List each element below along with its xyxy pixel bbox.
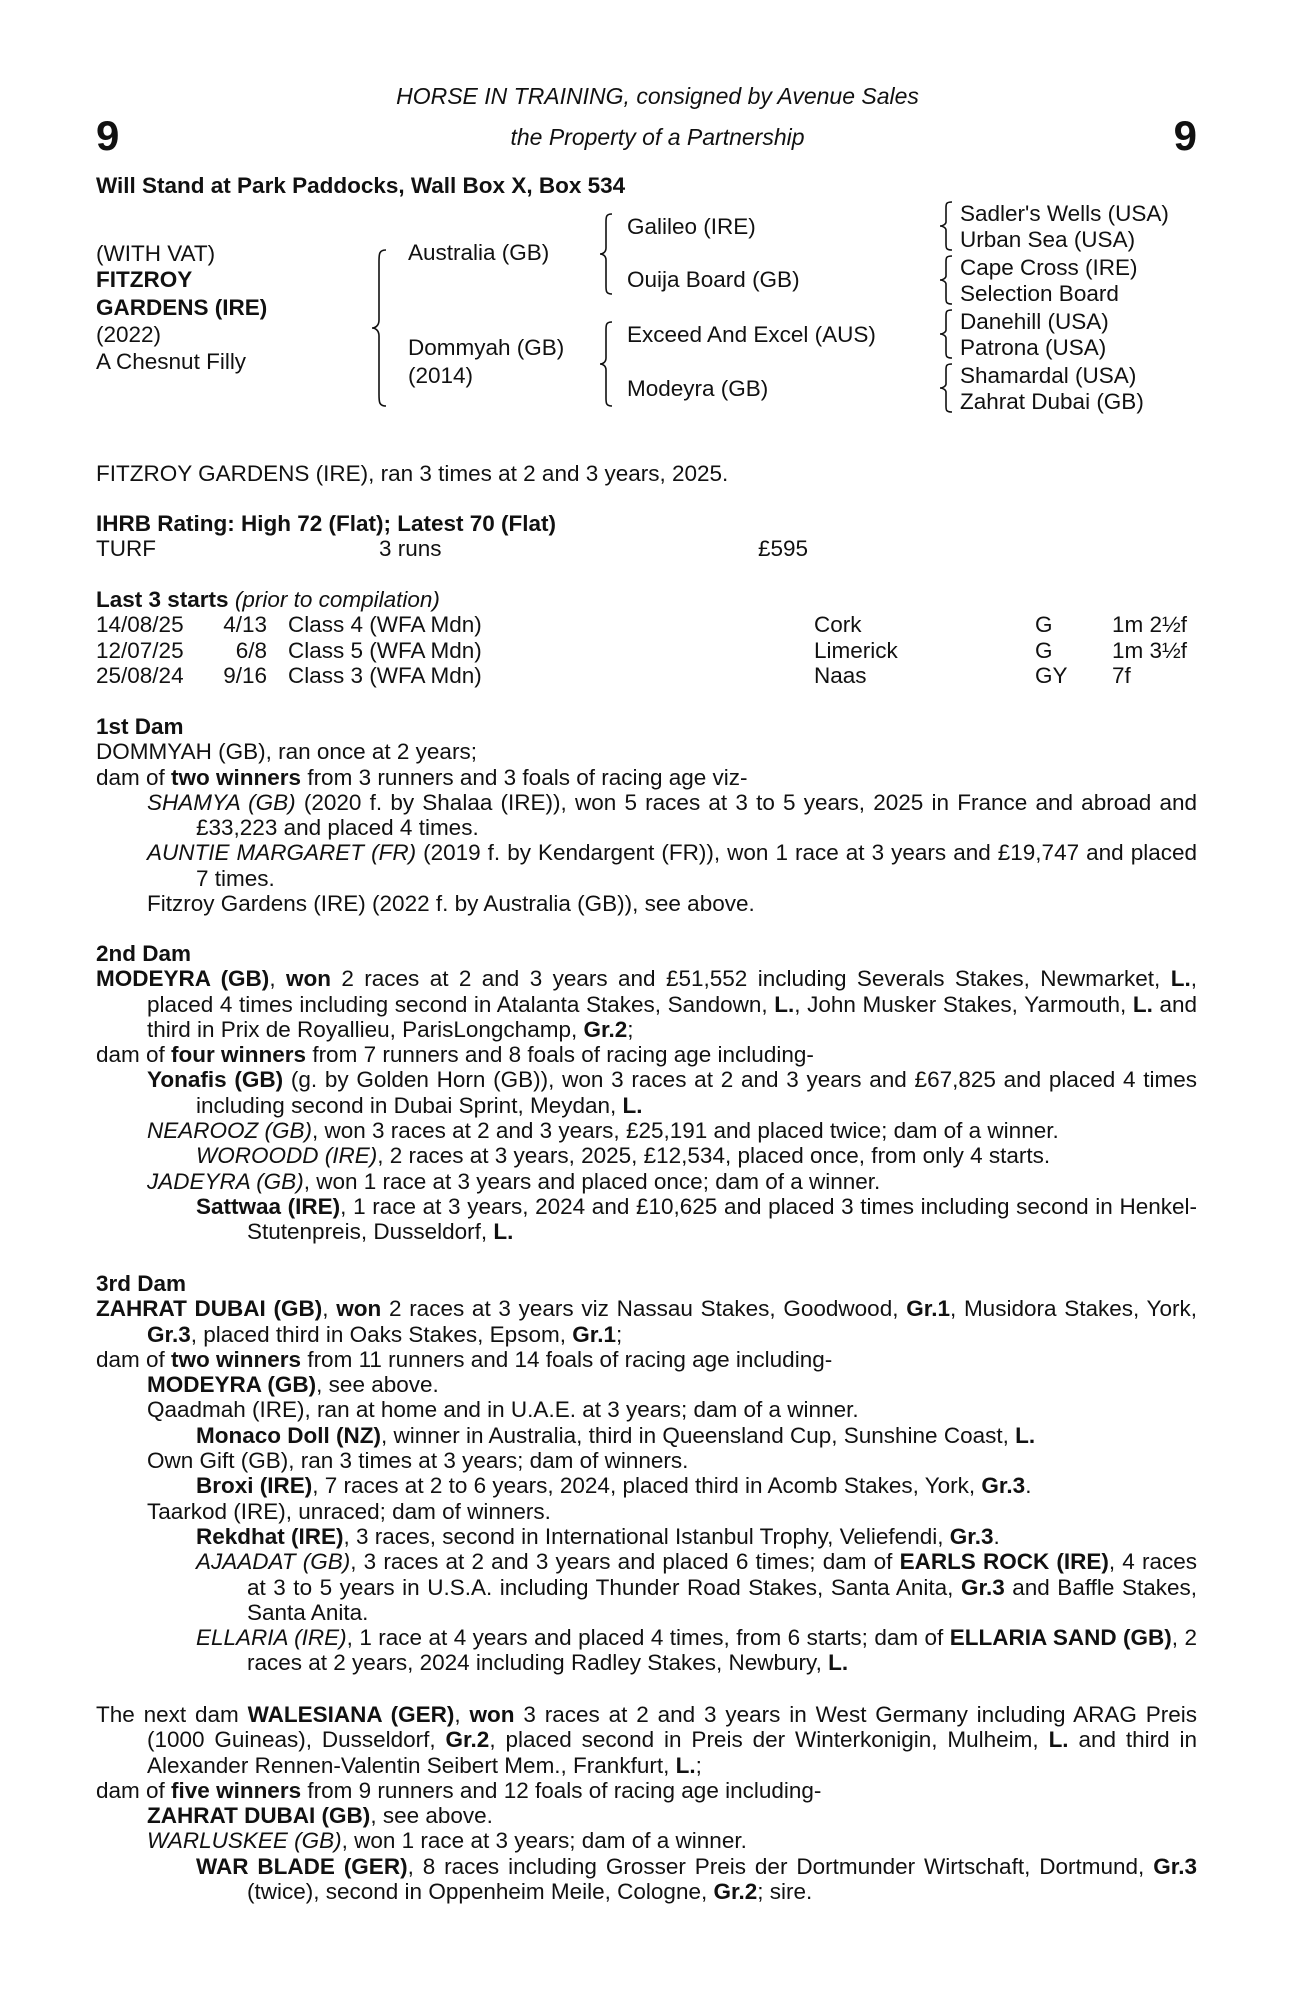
text: and third in Alexander Rennen-Valentin Seibert Mem., Frankfurt, xyxy=(147,1727,1198,1778)
text: . xyxy=(993,1523,1000,1549)
last-starts-heading xyxy=(96,587,1197,612)
text: ; xyxy=(627,1016,634,1042)
text: 2 races at 2 and 3 years and £51,552 including Severals Stakes, Newmarket, xyxy=(330,966,1171,992)
start-position: 4/13 xyxy=(223,612,267,638)
text: Qaadmah (IRE), ran at home and in U.A.E. at 3 years; dam of a winner. xyxy=(147,1397,859,1423)
text: dam of xyxy=(96,1042,172,1068)
bold-text: Gr.2 xyxy=(445,1727,490,1753)
dam-record-entry xyxy=(96,1143,1197,1168)
pedigree-gen3: Selection Board xyxy=(960,281,1119,306)
dam-record-entry xyxy=(96,1854,1197,1905)
text: 2 races at 3 years viz Nassau Stakes, Goodwood, xyxy=(381,1296,907,1322)
bold-text: won xyxy=(336,1296,382,1322)
text: 3 races at 2 and 3 years in West Germany including ARAG Preis (1000 Guineas), Dusseldorf, xyxy=(147,1702,1197,1753)
bold-text: ELLARIA SAND (GB) xyxy=(949,1625,1172,1651)
italic-text: JADEYRA (GB) xyxy=(147,1168,304,1194)
bold-text: L. xyxy=(1170,966,1191,992)
pedigree-dam-year: (2014) xyxy=(408,363,474,388)
dam-record-entry xyxy=(96,840,1197,891)
text: , see above. xyxy=(370,1803,493,1829)
start-position: 9/16 xyxy=(223,662,267,688)
first-dam-section xyxy=(96,714,1197,916)
bold-text: MODEYRA (GB) xyxy=(96,966,270,992)
text: (g. by Golden Horn (GB)), won 3 races at 2 and 3 years and £67,825 and placed 4 times including second in Dubai Sprint, Meydan, xyxy=(196,1067,1197,1118)
pedigree-dam: Dommyah (GB) xyxy=(408,335,565,360)
pedigree-gen3: Cape Cross (IRE) xyxy=(960,255,1138,280)
bold-text: EARLS ROCK (IRE) xyxy=(899,1549,1109,1575)
pedigree-sire-sire: Galileo (IRE) xyxy=(627,214,756,239)
pedigree-brace-gen3-1 xyxy=(940,202,952,250)
text: and third in Prix de Royallieu, ParisLongchamp, xyxy=(147,991,1197,1042)
dam-record-entry xyxy=(96,1372,1197,1397)
bold-text: Gr.3 xyxy=(981,1473,1026,1499)
dam-record-entry xyxy=(96,1448,1197,1473)
start-course: Limerick xyxy=(814,637,898,663)
start-position: 6/8 xyxy=(235,637,267,663)
horse-description: A Chesnut Filly xyxy=(96,349,247,374)
surface: TURF xyxy=(96,536,156,562)
bold-text: Gr.2 xyxy=(583,1016,628,1042)
dam-record-entry xyxy=(96,1423,1197,1448)
text: , 2 races at 3 years, 2025, £12,534, placed once, from only 4 starts. xyxy=(377,1143,1051,1169)
bold-text: Gr.3 xyxy=(960,1574,1005,1600)
vat-status: (WITH VAT) xyxy=(96,241,216,266)
bold-text: L. xyxy=(493,1219,514,1245)
dam-record-entry xyxy=(96,1042,1197,1067)
text: , xyxy=(269,966,286,992)
text: and Baffle Stakes, Santa Anita. xyxy=(247,1574,1197,1625)
dam-record-entry xyxy=(96,1625,1197,1676)
bold-text: MODEYRA (GB) xyxy=(147,1372,317,1398)
text: ; xyxy=(695,1752,702,1778)
bold-text: four winners xyxy=(171,1042,307,1068)
bold-text: two winners xyxy=(171,764,302,790)
runs-count: 3 runs xyxy=(379,536,442,562)
start-race-class: Class 4 (WFA Mdn) xyxy=(288,612,482,638)
italic-text: SHAMYA (GB) xyxy=(147,789,296,815)
dam-record-entry xyxy=(96,966,1197,1042)
pedigree-gen3: Danehill (USA) xyxy=(960,309,1109,334)
rating-title: IHRB Rating: High 72 (Flat); Latest 70 (Flat) xyxy=(96,511,557,536)
race-summary: FITZROY GARDENS (IRE), ran 3 times at 2 and 3 years, 2025. xyxy=(96,461,729,486)
italic-text: WARLUSKEE (GB) xyxy=(147,1828,342,1854)
text: , Musidora Stakes, York, xyxy=(949,1296,1197,1322)
text: Taarkod (IRE), unraced; dam of winners. xyxy=(147,1498,551,1524)
bold-text: won xyxy=(469,1702,515,1727)
bold-text: Monaco Doll (NZ) xyxy=(196,1422,381,1448)
second-dam-section xyxy=(96,941,1197,1245)
catalogue-header-line1: HORSE IN TRAINING, consigned by Avenue Sales xyxy=(396,83,919,109)
start-going: G xyxy=(1035,637,1053,663)
text: , 7 races at 2 to 6 years, 2024, placed third in Acomb Stakes, York, xyxy=(312,1473,982,1499)
text: ; xyxy=(616,1321,623,1347)
text: , xyxy=(454,1702,470,1727)
bold-text: Gr.2 xyxy=(713,1879,758,1905)
pedigree-brace-gen3-4 xyxy=(940,364,952,412)
dam-record-entry xyxy=(96,1347,1197,1372)
text: from 3 runners and 3 foals of racing age viz- xyxy=(301,764,748,790)
horse-name-line1: FITZROY xyxy=(96,267,193,292)
dam-record-entry xyxy=(96,1473,1197,1498)
start-row xyxy=(96,612,1197,637)
bold-text: L. xyxy=(1132,991,1153,1017)
dam-record-entry xyxy=(96,1549,1197,1625)
bold-text: Gr.1 xyxy=(906,1296,950,1322)
bold-text: won xyxy=(285,966,331,992)
stand-location: Will Stand at Park Paddocks, Wall Box X, Box 534 xyxy=(96,173,626,198)
next-dam-section xyxy=(96,1702,1197,1904)
dam-record-entry xyxy=(96,1169,1197,1194)
text: (2020 f. by Shalaa (IRE)), won 5 races at 3 to 5 years, 2025 in France and abroad and £33,223 and placed 4 times. xyxy=(196,789,1197,841)
bold-text: Yonafis (GB) xyxy=(147,1067,284,1093)
text: dam of xyxy=(96,1777,172,1803)
start-race-class: Class 5 (WFA Mdn) xyxy=(288,637,482,663)
start-row xyxy=(96,663,1197,688)
start-going: GY xyxy=(1035,662,1068,688)
pedigree-gen3: Shamardal (USA) xyxy=(960,363,1137,388)
text: dam of xyxy=(96,764,172,790)
italic-text: AUNTIE MARGARET (FR) xyxy=(147,840,417,866)
start-distance: 1m 2½f xyxy=(1112,612,1188,638)
start-distance: 7f xyxy=(1112,662,1131,688)
bold-text: Gr.3 xyxy=(147,1321,191,1347)
dam-record-entry xyxy=(96,790,1197,841)
earnings: £595 xyxy=(758,536,809,562)
dam-record-entry xyxy=(96,1194,1197,1245)
text: , 3 races, second in International Istanbul Trophy, Veliefendi, xyxy=(343,1523,950,1549)
pedigree-gen3: Sadler's Wells (USA) xyxy=(960,201,1169,226)
bold-text: Broxi (IRE) xyxy=(196,1473,313,1499)
text: , 4 races at 3 to 5 years in U.S.A. including Thunder Road Stakes, Santa Anita, xyxy=(247,1549,1197,1600)
dam-record-entry xyxy=(96,891,1197,916)
dam-record-entry xyxy=(96,1118,1197,1143)
start-date: 12/07/25 xyxy=(96,637,184,663)
pedigree-dam-dam: Modeyra (GB) xyxy=(627,376,769,401)
bold-text: L. xyxy=(1015,1422,1036,1448)
text: , xyxy=(322,1296,337,1322)
text: (2019 f. by Kendargent (FR)), won 1 race at 3 years and £19,747 and placed 7 times. xyxy=(196,840,1197,891)
text: DOMMYAH (GB), ran once at 2 years; xyxy=(96,739,477,765)
dam-record-entry xyxy=(96,1499,1197,1524)
bold-text: L. xyxy=(675,1752,696,1778)
pedigree-gen3: Patrona (USA) xyxy=(960,335,1107,360)
dam-record-entry xyxy=(96,765,1197,790)
text: , won 1 race at 3 years and placed once; dam of a winner. xyxy=(303,1168,881,1194)
start-course: Cork xyxy=(814,612,862,638)
last-starts-title: Last 3 starts xyxy=(96,587,229,612)
horse-name-line2: GARDENS (IRE) xyxy=(96,295,268,320)
bold-text: L. xyxy=(774,991,795,1017)
dam-record-entry xyxy=(96,1803,1197,1828)
start-race-class: Class 3 (WFA Mdn) xyxy=(288,662,482,688)
start-going: G xyxy=(1035,612,1053,638)
bold-text: two winners xyxy=(171,1346,302,1372)
pedigree-gen3: Urban Sea (USA) xyxy=(960,227,1136,252)
text: , winner in Australia, third in Queensland Cup, Sunshine Coast, xyxy=(380,1422,1016,1448)
bold-text: Gr.3 xyxy=(949,1523,994,1549)
pedigree-gen3: Zahrat Dubai (GB) xyxy=(960,389,1144,414)
start-date: 14/08/25 xyxy=(96,612,184,638)
bold-text: L. xyxy=(1048,1727,1069,1753)
text: , placed second in Preis der Winterkonigin, Mulheim, xyxy=(489,1727,1049,1753)
bold-text: ZAHRAT DUBAI (GB) xyxy=(147,1803,371,1829)
pedigree-brace-dam xyxy=(600,322,612,406)
bold-text: ZAHRAT DUBAI (GB) xyxy=(96,1296,323,1322)
text: , John Musker Stakes, Yarmouth, xyxy=(794,991,1133,1017)
text: from 11 runners and 14 foals of racing age including- xyxy=(301,1346,833,1372)
text: , 1 race at 4 years and placed 4 times, from 6 starts; dam of xyxy=(346,1625,950,1651)
pedigree-sire: Australia (GB) xyxy=(408,240,550,265)
text: (twice), second in Oppenheim Meile, Cologne, xyxy=(247,1879,714,1905)
horse-foaling-year: (2022) xyxy=(96,322,162,347)
last-starts-note: (prior to compilation) xyxy=(234,587,440,612)
dam-heading: 3rd Dam xyxy=(96,1271,187,1296)
dam-record-entry xyxy=(96,1702,1197,1778)
dam-record-entry xyxy=(96,1397,1197,1422)
start-distance: 1m 3½f xyxy=(1112,637,1188,663)
lot-number-right: 9 xyxy=(1173,112,1197,159)
pedigree-dam-sire: Exceed And Excel (AUS) xyxy=(627,322,876,347)
bold-text: L. xyxy=(622,1092,643,1118)
dam-record-entry xyxy=(96,1296,1197,1347)
text: , see above. xyxy=(316,1372,439,1398)
dam-record-entry xyxy=(96,1828,1197,1853)
rating-section xyxy=(96,511,1197,562)
text: The next dam xyxy=(96,1702,248,1727)
text: , won 3 races at 2 and 3 years, £25,191 and placed twice; dam of a winner. xyxy=(312,1118,1059,1144)
pedigree-brace-sire xyxy=(600,214,612,294)
bold-text: five winners xyxy=(171,1777,302,1803)
text: , placed third in Oaks Stakes, Epsom, xyxy=(190,1321,573,1347)
text: , 2 races at 2 years, 2024 including Radley Stakes, Newbury, xyxy=(247,1625,1197,1676)
dam-record-entry xyxy=(96,739,1197,764)
pedigree-sire-dam: Ouija Board (GB) xyxy=(627,267,800,292)
start-row xyxy=(96,638,1197,663)
start-course: Naas xyxy=(814,662,867,688)
text: . xyxy=(1025,1473,1032,1499)
start-date: 25/08/24 xyxy=(96,662,184,688)
pedigree-brace-gen3-3 xyxy=(940,310,952,358)
text: from 7 runners and 8 foals of racing age including- xyxy=(306,1042,814,1068)
bold-text: Sattwaa (IRE) xyxy=(196,1193,341,1219)
rating-row xyxy=(96,536,1197,561)
dam-record-entry xyxy=(96,1778,1197,1803)
italic-text: NEAROOZ (GB) xyxy=(147,1118,313,1144)
italic-text: WOROODD (IRE) xyxy=(196,1143,378,1169)
italic-text: AJAADAT (GB) xyxy=(196,1549,351,1575)
bold-text: Gr.1 xyxy=(572,1321,616,1347)
bold-text: Rekdhat (IRE) xyxy=(196,1523,344,1549)
pedigree-brace-gen1 xyxy=(372,250,386,406)
pedigree-brace-gen3-2 xyxy=(940,256,952,304)
third-dam-section xyxy=(96,1271,1197,1676)
text: , 3 races at 2 and 3 years and placed 6 times; dam of xyxy=(350,1549,900,1575)
dam-record-entry xyxy=(96,1524,1197,1549)
text: Fitzroy Gardens (IRE) (2022 f. by Australia (GB)), see above. xyxy=(147,891,755,917)
dam-heading: 2nd Dam xyxy=(96,941,192,966)
text: from 9 runners and 12 foals of racing age including- xyxy=(301,1777,822,1803)
dam-heading: 1st Dam xyxy=(96,714,184,739)
bold-text: WAR BLADE (GER) xyxy=(196,1853,408,1879)
text: , 1 race at 3 years, 2024 and £10,625 and placed 3 times including second in Henkel-Stutenpreis, Dusseldorf, xyxy=(247,1193,1197,1245)
text: , 8 races including Grosser Preis der Dortmunder Wirtschaft, Dortmund, xyxy=(407,1853,1154,1879)
catalogue-header-line2: the Property of a Partnership xyxy=(510,124,805,150)
italic-text: ELLARIA (IRE) xyxy=(196,1625,347,1651)
text: dam of xyxy=(96,1346,172,1372)
text: Own Gift (GB), ran 3 times at 3 years; dam of winners. xyxy=(147,1448,689,1474)
bold-text: WALESIANA (GER) xyxy=(247,1702,455,1727)
lot-number-left: 9 xyxy=(96,112,120,159)
text: , placed 4 times including second in Atalanta Stakes, Sandown, xyxy=(147,966,1197,1017)
last-starts-section xyxy=(96,587,1197,688)
text: ; sire. xyxy=(757,1879,813,1905)
dam-record-entry xyxy=(96,1067,1197,1118)
text: , won 1 race at 3 years; dam of a winner. xyxy=(341,1828,747,1854)
bold-text: Gr.3 xyxy=(1153,1853,1197,1879)
bold-text: L. xyxy=(828,1650,849,1676)
